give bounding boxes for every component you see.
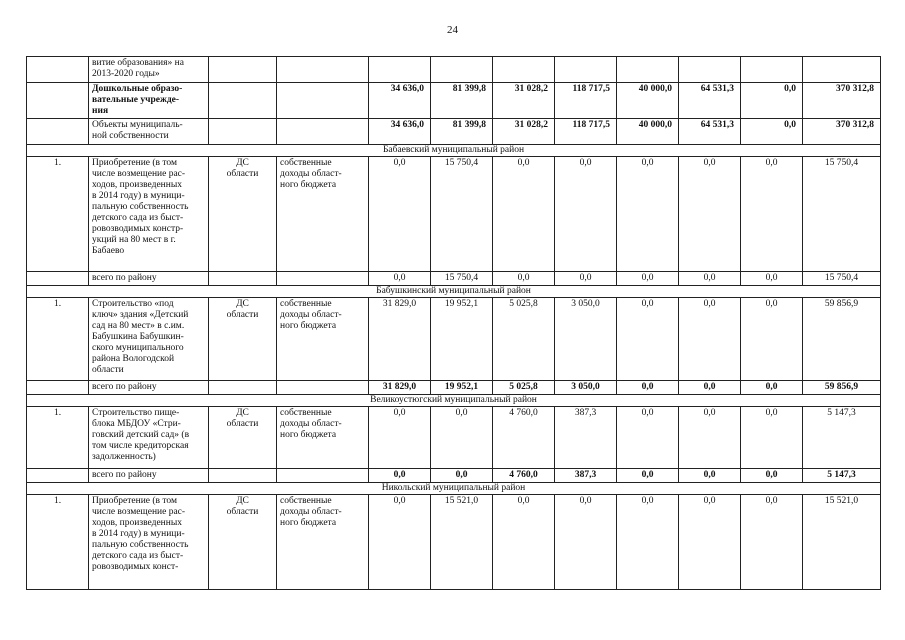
value-cell: 387,3 <box>555 469 617 483</box>
value-cell: 0,0 <box>617 407 679 469</box>
value-cell: 81 399,8 <box>431 83 493 119</box>
num-cell <box>27 57 89 83</box>
district-header-row <box>27 483 881 495</box>
source-cell <box>277 381 369 395</box>
num-cell <box>27 83 89 119</box>
value-cell: 0,0 <box>369 495 431 590</box>
item-description: Строительство «под ключ» здания «Детский сад на 80 мест» в с.им. Бабушкина Бабушкин- ского муниципального района Вологодской области <box>89 298 209 381</box>
value-cell: 0,0 <box>369 157 431 272</box>
value-cell: 40 000,0 <box>617 83 679 119</box>
customer-cell <box>209 83 277 119</box>
item-number: 1. <box>27 157 89 272</box>
value-cell: 0,0 <box>617 272 679 286</box>
value-cell: 0,0 <box>369 407 431 469</box>
value-cell: 0,0 <box>493 157 555 272</box>
value-cell <box>493 57 555 83</box>
district-header-row <box>27 286 881 298</box>
district-header-row <box>27 145 881 157</box>
value-cell <box>741 57 803 83</box>
value-cell: 5 147,3 <box>803 469 881 483</box>
district-total-row <box>27 272 881 286</box>
customer-cell: ДС области <box>209 407 277 469</box>
district-name: Никольский муниципальный район <box>27 483 881 495</box>
value-cell: 0,0 <box>431 407 493 469</box>
value-cell: 0,0 <box>741 381 803 395</box>
value-cell: 0,0 <box>679 495 741 590</box>
value-cell: 34 636,0 <box>369 83 431 119</box>
funding-source: собственные доходы област- ного бюджета <box>277 407 369 469</box>
value-cell: 0,0 <box>741 119 803 145</box>
page-number: 24 <box>447 24 458 36</box>
total-label: всего по району <box>89 381 209 395</box>
item-number: 1. <box>27 407 89 469</box>
value-cell: 0,0 <box>617 469 679 483</box>
value-cell: 31 028,2 <box>493 119 555 145</box>
value-cell: 0,0 <box>369 272 431 286</box>
value-cell: 31 829,0 <box>369 381 431 395</box>
program-row <box>27 57 881 83</box>
item-number: 1. <box>27 298 89 381</box>
district-total-row <box>27 381 881 395</box>
total-label: всего по району <box>89 469 209 483</box>
item-row <box>27 407 881 469</box>
value-cell: 19 952,1 <box>431 381 493 395</box>
customer-cell <box>209 469 277 483</box>
value-cell: 0,0 <box>431 469 493 483</box>
value-cell <box>369 57 431 83</box>
customer-cell: ДС области <box>209 298 277 381</box>
district-name: Бабушкинский муниципальный район <box>27 286 881 298</box>
district-header-row <box>27 395 881 407</box>
value-cell <box>617 57 679 83</box>
value-cell: 0,0 <box>369 469 431 483</box>
value-cell: 31 028,2 <box>493 83 555 119</box>
source-cell <box>277 272 369 286</box>
source-cell <box>277 57 369 83</box>
row-label: Объекты муниципаль- ной собственности <box>89 119 209 145</box>
source-cell <box>277 469 369 483</box>
funding-source: собственные доходы област- ного бюджета <box>277 298 369 381</box>
value-cell: 34 636,0 <box>369 119 431 145</box>
num-cell <box>27 381 89 395</box>
value-cell: 59 856,9 <box>803 381 881 395</box>
value-cell: 0,0 <box>493 495 555 590</box>
item-row <box>27 298 881 381</box>
value-cell: 387,3 <box>555 407 617 469</box>
district-name: Бабаевский муниципальный район <box>27 145 881 157</box>
value-cell: 0,0 <box>679 407 741 469</box>
program-row <box>27 83 881 119</box>
value-cell: 0,0 <box>679 298 741 381</box>
value-cell: 370 312,8 <box>803 119 881 145</box>
customer-cell <box>209 57 277 83</box>
item-description: Строительство пище- блока МБДОУ «Стри- говский детский сад» (в том числе кредиторская задолженность) <box>89 407 209 469</box>
value-cell: 370 312,8 <box>803 83 881 119</box>
value-cell: 15 750,4 <box>803 157 881 272</box>
source-cell <box>277 119 369 145</box>
value-cell: 40 000,0 <box>617 119 679 145</box>
value-cell: 5 025,8 <box>493 298 555 381</box>
total-label: всего по району <box>89 272 209 286</box>
funding-source: собственные доходы област- ного бюджета <box>277 495 369 590</box>
value-cell: 31 829,0 <box>369 298 431 381</box>
value-cell: 15 521,0 <box>803 495 881 590</box>
value-cell <box>679 57 741 83</box>
source-cell <box>277 83 369 119</box>
value-cell <box>555 57 617 83</box>
value-cell: 5 025,8 <box>493 381 555 395</box>
value-cell: 81 399,8 <box>431 119 493 145</box>
customer-cell: ДС области <box>209 495 277 590</box>
value-cell: 64 531,3 <box>679 119 741 145</box>
value-cell: 0,0 <box>679 381 741 395</box>
value-cell: 0,0 <box>555 495 617 590</box>
value-cell: 0,0 <box>617 381 679 395</box>
program-row <box>27 119 881 145</box>
district-name: Великоустюгский муниципальный район <box>27 395 881 407</box>
value-cell: 0,0 <box>555 272 617 286</box>
value-cell: 3 050,0 <box>555 298 617 381</box>
customer-cell <box>209 119 277 145</box>
value-cell: 4 760,0 <box>493 407 555 469</box>
value-cell: 0,0 <box>679 272 741 286</box>
value-cell: 0,0 <box>741 495 803 590</box>
value-cell: 15 750,4 <box>431 272 493 286</box>
value-cell: 0,0 <box>741 298 803 381</box>
value-cell: 118 717,5 <box>555 83 617 119</box>
value-cell: 0,0 <box>741 83 803 119</box>
value-cell: 15 521,0 <box>431 495 493 590</box>
num-cell <box>27 469 89 483</box>
value-cell: 0,0 <box>741 272 803 286</box>
district-total-row <box>27 469 881 483</box>
value-cell <box>431 57 493 83</box>
value-cell: 19 952,1 <box>431 298 493 381</box>
customer-cell: ДС области <box>209 157 277 272</box>
value-cell: 59 856,9 <box>803 298 881 381</box>
budget-table <box>26 56 881 590</box>
value-cell: 64 531,3 <box>679 83 741 119</box>
value-cell: 3 050,0 <box>555 381 617 395</box>
value-cell: 0,0 <box>493 272 555 286</box>
funding-source: собственные доходы област- ного бюджета <box>277 157 369 272</box>
table-body <box>27 57 881 590</box>
value-cell: 4 760,0 <box>493 469 555 483</box>
row-label: Дошкольные образо- вательные учрежде- ния <box>89 83 209 119</box>
value-cell: 118 717,5 <box>555 119 617 145</box>
item-description: Приобретение (в том числе возмещение рас- ходов, произведенных в 2014 году) в муници- пальную собственность детского сада из быст- ровозводимых констр- укций на 80 мест в г. Бабаево <box>89 157 209 272</box>
value-cell: 0,0 <box>741 469 803 483</box>
value-cell: 0,0 <box>555 157 617 272</box>
value-cell: 0,0 <box>679 469 741 483</box>
value-cell: 0,0 <box>617 495 679 590</box>
value-cell: 0,0 <box>617 298 679 381</box>
customer-cell <box>209 381 277 395</box>
num-cell <box>27 119 89 145</box>
value-cell: 0,0 <box>741 157 803 272</box>
value-cell: 0,0 <box>617 157 679 272</box>
item-row <box>27 157 881 272</box>
value-cell: 15 750,4 <box>803 272 881 286</box>
num-cell <box>27 272 89 286</box>
customer-cell <box>209 272 277 286</box>
item-number: 1. <box>27 495 89 590</box>
value-cell: 0,0 <box>741 407 803 469</box>
value-cell <box>803 57 881 83</box>
value-cell: 0,0 <box>679 157 741 272</box>
item-description: Приобретение (в том числе возмещение рас- ходов, произведенных в 2014 году) в муници- пальную собственность детского сада из быст- ровозводимых конст- <box>89 495 209 590</box>
value-cell: 5 147,3 <box>803 407 881 469</box>
value-cell: 15 750,4 <box>431 157 493 272</box>
item-row <box>27 495 881 590</box>
row-label: витие образования» на 2013-2020 годы» <box>89 57 209 83</box>
